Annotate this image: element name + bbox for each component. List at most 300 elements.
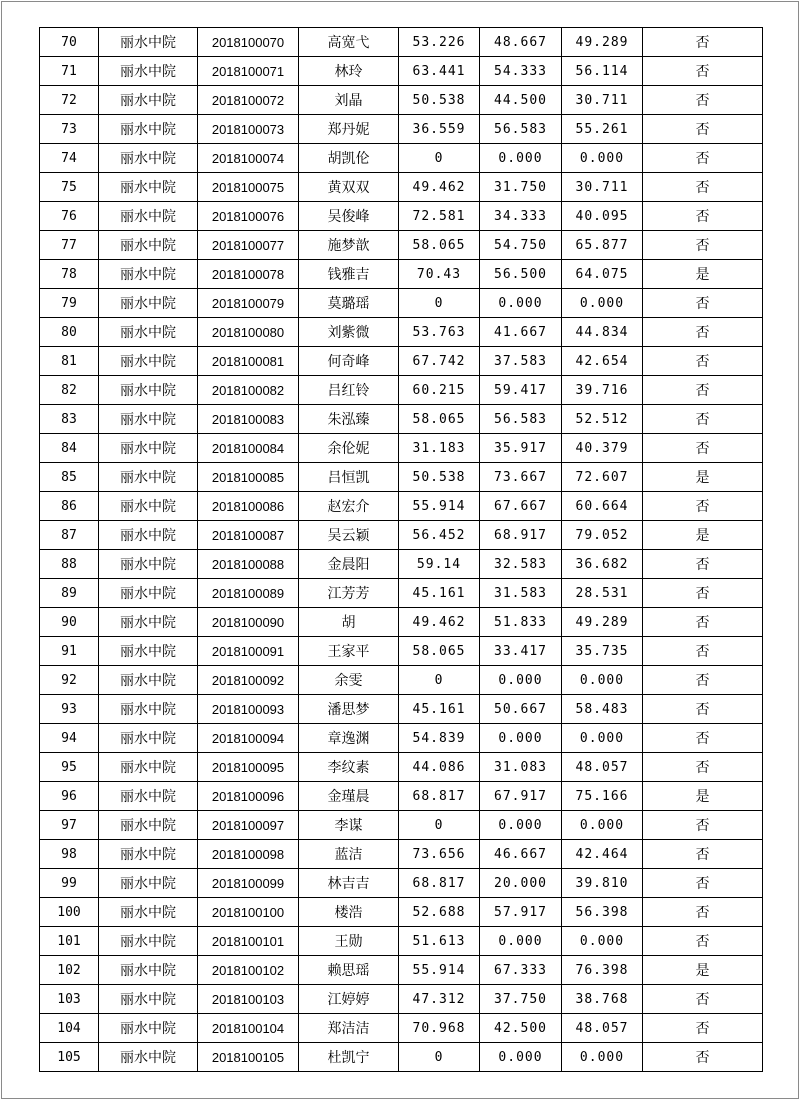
table-row (40, 231, 763, 260)
candidate-id: 2018100098 (198, 840, 299, 869)
score-2: 0.000 (480, 144, 562, 173)
qualified-flag: 否 (643, 318, 763, 347)
court-name: 丽水中院 (99, 434, 198, 463)
score-1: 0 (399, 144, 480, 173)
score-1: 51.613 (399, 927, 480, 956)
qualified-flag: 否 (643, 550, 763, 579)
table-row (40, 202, 763, 231)
court-name: 丽水中院 (99, 86, 198, 115)
row-index: 100 (40, 898, 99, 927)
candidate-name: 林玲 (299, 57, 399, 86)
court-name: 丽水中院 (99, 724, 198, 753)
candidate-name: 金晨阳 (299, 550, 399, 579)
court-name: 丽水中院 (99, 260, 198, 289)
candidate-id: 2018100077 (198, 231, 299, 260)
score-2: 67.917 (480, 782, 562, 811)
candidate-id: 2018100073 (198, 115, 299, 144)
score-3: 58.483 (562, 695, 643, 724)
court-name: 丽水中院 (99, 173, 198, 202)
qualified-flag: 是 (643, 463, 763, 492)
qualified-flag: 否 (643, 724, 763, 753)
candidate-name: 江婷婷 (299, 985, 399, 1014)
score-3: 65.877 (562, 231, 643, 260)
score-2: 67.667 (480, 492, 562, 521)
qualified-flag: 否 (643, 840, 763, 869)
candidate-name: 章逸渊 (299, 724, 399, 753)
court-name: 丽水中院 (99, 492, 198, 521)
score-1: 0 (399, 289, 480, 318)
row-index: 97 (40, 811, 99, 840)
table-body (40, 28, 763, 1072)
qualified-flag: 是 (643, 260, 763, 289)
table-row (40, 28, 763, 57)
court-name: 丽水中院 (99, 115, 198, 144)
score-2: 44.500 (480, 86, 562, 115)
score-1: 55.914 (399, 492, 480, 521)
score-1: 36.559 (399, 115, 480, 144)
qualified-flag: 否 (643, 492, 763, 521)
score-3: 39.810 (562, 869, 643, 898)
score-3: 0.000 (562, 811, 643, 840)
score-2: 54.333 (480, 57, 562, 86)
table-row (40, 463, 763, 492)
candidate-name: 楼浩 (299, 898, 399, 927)
qualified-flag: 是 (643, 521, 763, 550)
candidate-id: 2018100072 (198, 86, 299, 115)
candidate-id: 2018100083 (198, 405, 299, 434)
score-2: 42.500 (480, 1014, 562, 1043)
candidate-name: 吴俊峰 (299, 202, 399, 231)
court-name: 丽水中院 (99, 1043, 198, 1072)
court-name: 丽水中院 (99, 579, 198, 608)
score-1: 53.226 (399, 28, 480, 57)
candidate-id: 2018100100 (198, 898, 299, 927)
table-row (40, 144, 763, 173)
qualified-flag: 是 (643, 782, 763, 811)
qualified-flag: 否 (643, 173, 763, 202)
score-1: 50.538 (399, 86, 480, 115)
table-row (40, 695, 763, 724)
qualified-flag: 否 (643, 434, 763, 463)
row-index: 84 (40, 434, 99, 463)
court-name: 丽水中院 (99, 57, 198, 86)
table-row (40, 289, 763, 318)
candidate-id: 2018100092 (198, 666, 299, 695)
score-1: 58.065 (399, 637, 480, 666)
score-2: 37.750 (480, 985, 562, 1014)
row-index: 102 (40, 956, 99, 985)
score-1: 45.161 (399, 579, 480, 608)
candidate-name: 赖思瑶 (299, 956, 399, 985)
qualified-flag: 否 (643, 811, 763, 840)
candidate-name: 李谋 (299, 811, 399, 840)
qualified-flag: 否 (643, 637, 763, 666)
score-3: 56.114 (562, 57, 643, 86)
candidate-id: 2018100094 (198, 724, 299, 753)
table-row (40, 57, 763, 86)
score-2: 54.750 (480, 231, 562, 260)
score-2: 67.333 (480, 956, 562, 985)
table-row (40, 811, 763, 840)
score-3: 76.398 (562, 956, 643, 985)
score-1: 72.581 (399, 202, 480, 231)
score-1: 50.538 (399, 463, 480, 492)
row-index: 96 (40, 782, 99, 811)
score-3: 79.052 (562, 521, 643, 550)
score-2: 59.417 (480, 376, 562, 405)
score-3: 56.398 (562, 898, 643, 927)
row-index: 87 (40, 521, 99, 550)
candidate-name: 何奇峰 (299, 347, 399, 376)
row-index: 99 (40, 869, 99, 898)
score-1: 0 (399, 666, 480, 695)
score-3: 28.531 (562, 579, 643, 608)
qualified-flag: 否 (643, 376, 763, 405)
score-1: 55.914 (399, 956, 480, 985)
table-row (40, 869, 763, 898)
qualified-flag: 否 (643, 405, 763, 434)
table-row (40, 637, 763, 666)
score-3: 38.768 (562, 985, 643, 1014)
score-1: 49.462 (399, 608, 480, 637)
table-row (40, 550, 763, 579)
candidate-name: 金瑾晨 (299, 782, 399, 811)
candidate-name: 王家平 (299, 637, 399, 666)
table-row (40, 86, 763, 115)
court-name: 丽水中院 (99, 550, 198, 579)
row-index: 73 (40, 115, 99, 144)
candidate-id: 2018100076 (198, 202, 299, 231)
qualified-flag: 否 (643, 202, 763, 231)
candidate-id: 2018100097 (198, 811, 299, 840)
row-index: 103 (40, 985, 99, 1014)
score-3: 49.289 (562, 28, 643, 57)
candidate-name: 郑洁洁 (299, 1014, 399, 1043)
score-1: 73.656 (399, 840, 480, 869)
score-1: 49.462 (399, 173, 480, 202)
score-1: 44.086 (399, 753, 480, 782)
candidate-id: 2018100089 (198, 579, 299, 608)
row-index: 70 (40, 28, 99, 57)
candidate-id: 2018100105 (198, 1043, 299, 1072)
row-index: 101 (40, 927, 99, 956)
score-1: 56.452 (399, 521, 480, 550)
candidate-id: 2018100080 (198, 318, 299, 347)
score-2: 56.500 (480, 260, 562, 289)
score-1: 70.43 (399, 260, 480, 289)
score-3: 42.464 (562, 840, 643, 869)
candidate-id: 2018100096 (198, 782, 299, 811)
score-2: 0.000 (480, 1043, 562, 1072)
qualified-flag: 否 (643, 695, 763, 724)
score-1: 59.14 (399, 550, 480, 579)
score-3: 75.166 (562, 782, 643, 811)
score-2: 51.833 (480, 608, 562, 637)
score-3: 52.512 (562, 405, 643, 434)
candidate-name: 吕恒凯 (299, 463, 399, 492)
score-3: 30.711 (562, 173, 643, 202)
score-3: 0.000 (562, 1043, 643, 1072)
score-1: 60.215 (399, 376, 480, 405)
candidate-name: 莫璐瑶 (299, 289, 399, 318)
score-1: 68.817 (399, 869, 480, 898)
candidate-id: 2018100102 (198, 956, 299, 985)
candidate-name: 李纹素 (299, 753, 399, 782)
qualified-flag: 否 (643, 927, 763, 956)
score-3: 36.682 (562, 550, 643, 579)
score-1: 54.839 (399, 724, 480, 753)
table-row (40, 579, 763, 608)
table-row (40, 840, 763, 869)
score-1: 58.065 (399, 231, 480, 260)
score-2: 31.083 (480, 753, 562, 782)
court-name: 丽水中院 (99, 231, 198, 260)
qualified-flag: 否 (643, 753, 763, 782)
candidate-name: 刘紫微 (299, 318, 399, 347)
qualified-flag: 否 (643, 1014, 763, 1043)
score-1: 58.065 (399, 405, 480, 434)
row-index: 75 (40, 173, 99, 202)
court-name: 丽水中院 (99, 376, 198, 405)
candidate-name: 高宽弋 (299, 28, 399, 57)
score-1: 0 (399, 811, 480, 840)
score-2: 0.000 (480, 289, 562, 318)
score-2: 31.750 (480, 173, 562, 202)
table-row (40, 782, 763, 811)
candidate-id: 2018100093 (198, 695, 299, 724)
candidate-id: 2018100088 (198, 550, 299, 579)
row-index: 105 (40, 1043, 99, 1072)
table-row (40, 115, 763, 144)
score-1: 63.441 (399, 57, 480, 86)
court-name: 丽水中院 (99, 1014, 198, 1043)
candidate-name: 胡凯伦 (299, 144, 399, 173)
row-index: 90 (40, 608, 99, 637)
court-name: 丽水中院 (99, 202, 198, 231)
score-2: 0.000 (480, 811, 562, 840)
score-1: 68.817 (399, 782, 480, 811)
row-index: 77 (40, 231, 99, 260)
court-name: 丽水中院 (99, 144, 198, 173)
score-3: 0.000 (562, 666, 643, 695)
court-name: 丽水中院 (99, 985, 198, 1014)
court-name: 丽水中院 (99, 347, 198, 376)
candidate-name: 胡 (299, 608, 399, 637)
table-row (40, 405, 763, 434)
table-row (40, 376, 763, 405)
court-name: 丽水中院 (99, 956, 198, 985)
row-index: 72 (40, 86, 99, 115)
candidate-id: 2018100071 (198, 57, 299, 86)
score-3: 40.095 (562, 202, 643, 231)
candidate-id: 2018100078 (198, 260, 299, 289)
table-row (40, 434, 763, 463)
candidate-id: 2018100086 (198, 492, 299, 521)
candidate-id: 2018100090 (198, 608, 299, 637)
candidate-id: 2018100070 (198, 28, 299, 57)
candidate-id: 2018100091 (198, 637, 299, 666)
qualified-flag: 否 (643, 289, 763, 318)
row-index: 98 (40, 840, 99, 869)
score-3: 0.000 (562, 927, 643, 956)
court-name: 丽水中院 (99, 637, 198, 666)
court-name: 丽水中院 (99, 521, 198, 550)
table-row (40, 898, 763, 927)
table-row (40, 608, 763, 637)
score-2: 20.000 (480, 869, 562, 898)
candidate-name: 余伦妮 (299, 434, 399, 463)
table-row (40, 985, 763, 1014)
score-3: 0.000 (562, 144, 643, 173)
candidate-name: 施梦歆 (299, 231, 399, 260)
candidate-name: 林吉吉 (299, 869, 399, 898)
score-3: 60.664 (562, 492, 643, 521)
court-name: 丽水中院 (99, 753, 198, 782)
score-3: 40.379 (562, 434, 643, 463)
row-index: 74 (40, 144, 99, 173)
row-index: 104 (40, 1014, 99, 1043)
candidate-name: 王勋 (299, 927, 399, 956)
qualified-flag: 否 (643, 579, 763, 608)
score-2: 57.917 (480, 898, 562, 927)
score-2: 0.000 (480, 927, 562, 956)
qualified-flag: 否 (643, 869, 763, 898)
candidate-id: 2018100074 (198, 144, 299, 173)
row-index: 95 (40, 753, 99, 782)
candidate-id: 2018100075 (198, 173, 299, 202)
score-3: 35.735 (562, 637, 643, 666)
candidate-name: 杜凯宁 (299, 1043, 399, 1072)
court-name: 丽水中院 (99, 405, 198, 434)
row-index: 93 (40, 695, 99, 724)
candidate-name: 赵宏介 (299, 492, 399, 521)
table-row (40, 927, 763, 956)
table-row (40, 521, 763, 550)
score-3: 44.834 (562, 318, 643, 347)
table-row (40, 1014, 763, 1043)
court-name: 丽水中院 (99, 695, 198, 724)
candidate-name: 潘思梦 (299, 695, 399, 724)
score-2: 48.667 (480, 28, 562, 57)
court-name: 丽水中院 (99, 463, 198, 492)
table-row (40, 173, 763, 202)
qualified-flag: 否 (643, 144, 763, 173)
candidate-name: 江芳芳 (299, 579, 399, 608)
candidate-name: 朱泓臻 (299, 405, 399, 434)
results-table (39, 27, 763, 1072)
qualified-flag: 是 (643, 956, 763, 985)
candidate-id: 2018100095 (198, 753, 299, 782)
candidate-id: 2018100104 (198, 1014, 299, 1043)
score-2: 41.667 (480, 318, 562, 347)
candidate-name: 刘晶 (299, 86, 399, 115)
court-name: 丽水中院 (99, 811, 198, 840)
candidate-name: 蓝洁 (299, 840, 399, 869)
candidate-name: 吴云颖 (299, 521, 399, 550)
table-row (40, 753, 763, 782)
candidate-id: 2018100082 (198, 376, 299, 405)
qualified-flag: 否 (643, 86, 763, 115)
candidate-name: 郑丹妮 (299, 115, 399, 144)
row-index: 76 (40, 202, 99, 231)
qualified-flag: 否 (643, 898, 763, 927)
court-name: 丽水中院 (99, 782, 198, 811)
court-name: 丽水中院 (99, 869, 198, 898)
qualified-flag: 否 (643, 666, 763, 695)
row-index: 83 (40, 405, 99, 434)
candidate-name: 钱雅吉 (299, 260, 399, 289)
court-name: 丽水中院 (99, 840, 198, 869)
score-2: 31.583 (480, 579, 562, 608)
score-1: 31.183 (399, 434, 480, 463)
score-3: 42.654 (562, 347, 643, 376)
court-name: 丽水中院 (99, 28, 198, 57)
score-3: 39.716 (562, 376, 643, 405)
score-2: 0.000 (480, 666, 562, 695)
row-index: 94 (40, 724, 99, 753)
candidate-id: 2018100087 (198, 521, 299, 550)
row-index: 89 (40, 579, 99, 608)
table-row (40, 956, 763, 985)
candidate-id: 2018100079 (198, 289, 299, 318)
court-name: 丽水中院 (99, 289, 198, 318)
score-3: 49.289 (562, 608, 643, 637)
qualified-flag: 否 (643, 347, 763, 376)
table-row (40, 260, 763, 289)
score-1: 70.968 (399, 1014, 480, 1043)
score-2: 32.583 (480, 550, 562, 579)
candidate-id: 2018100085 (198, 463, 299, 492)
candidate-id: 2018100081 (198, 347, 299, 376)
table-row (40, 1043, 763, 1072)
row-index: 71 (40, 57, 99, 86)
candidate-id: 2018100103 (198, 985, 299, 1014)
score-3: 72.607 (562, 463, 643, 492)
score-3: 48.057 (562, 1014, 643, 1043)
row-index: 85 (40, 463, 99, 492)
score-3: 48.057 (562, 753, 643, 782)
score-3: 0.000 (562, 289, 643, 318)
score-2: 50.667 (480, 695, 562, 724)
qualified-flag: 否 (643, 231, 763, 260)
row-index: 82 (40, 376, 99, 405)
candidate-name: 黄双双 (299, 173, 399, 202)
court-name: 丽水中院 (99, 318, 198, 347)
row-index: 92 (40, 666, 99, 695)
candidate-id: 2018100101 (198, 927, 299, 956)
score-1: 47.312 (399, 985, 480, 1014)
score-2: 0.000 (480, 724, 562, 753)
row-index: 88 (40, 550, 99, 579)
score-3: 55.261 (562, 115, 643, 144)
score-1: 67.742 (399, 347, 480, 376)
table-row (40, 724, 763, 753)
table-row (40, 666, 763, 695)
score-2: 33.417 (480, 637, 562, 666)
table-row (40, 492, 763, 521)
qualified-flag: 否 (643, 608, 763, 637)
court-name: 丽水中院 (99, 608, 198, 637)
score-3: 0.000 (562, 724, 643, 753)
score-2: 34.333 (480, 202, 562, 231)
row-index: 78 (40, 260, 99, 289)
score-2: 73.667 (480, 463, 562, 492)
score-1: 0 (399, 1043, 480, 1072)
row-index: 79 (40, 289, 99, 318)
score-1: 45.161 (399, 695, 480, 724)
qualified-flag: 否 (643, 1043, 763, 1072)
candidate-id: 2018100084 (198, 434, 299, 463)
